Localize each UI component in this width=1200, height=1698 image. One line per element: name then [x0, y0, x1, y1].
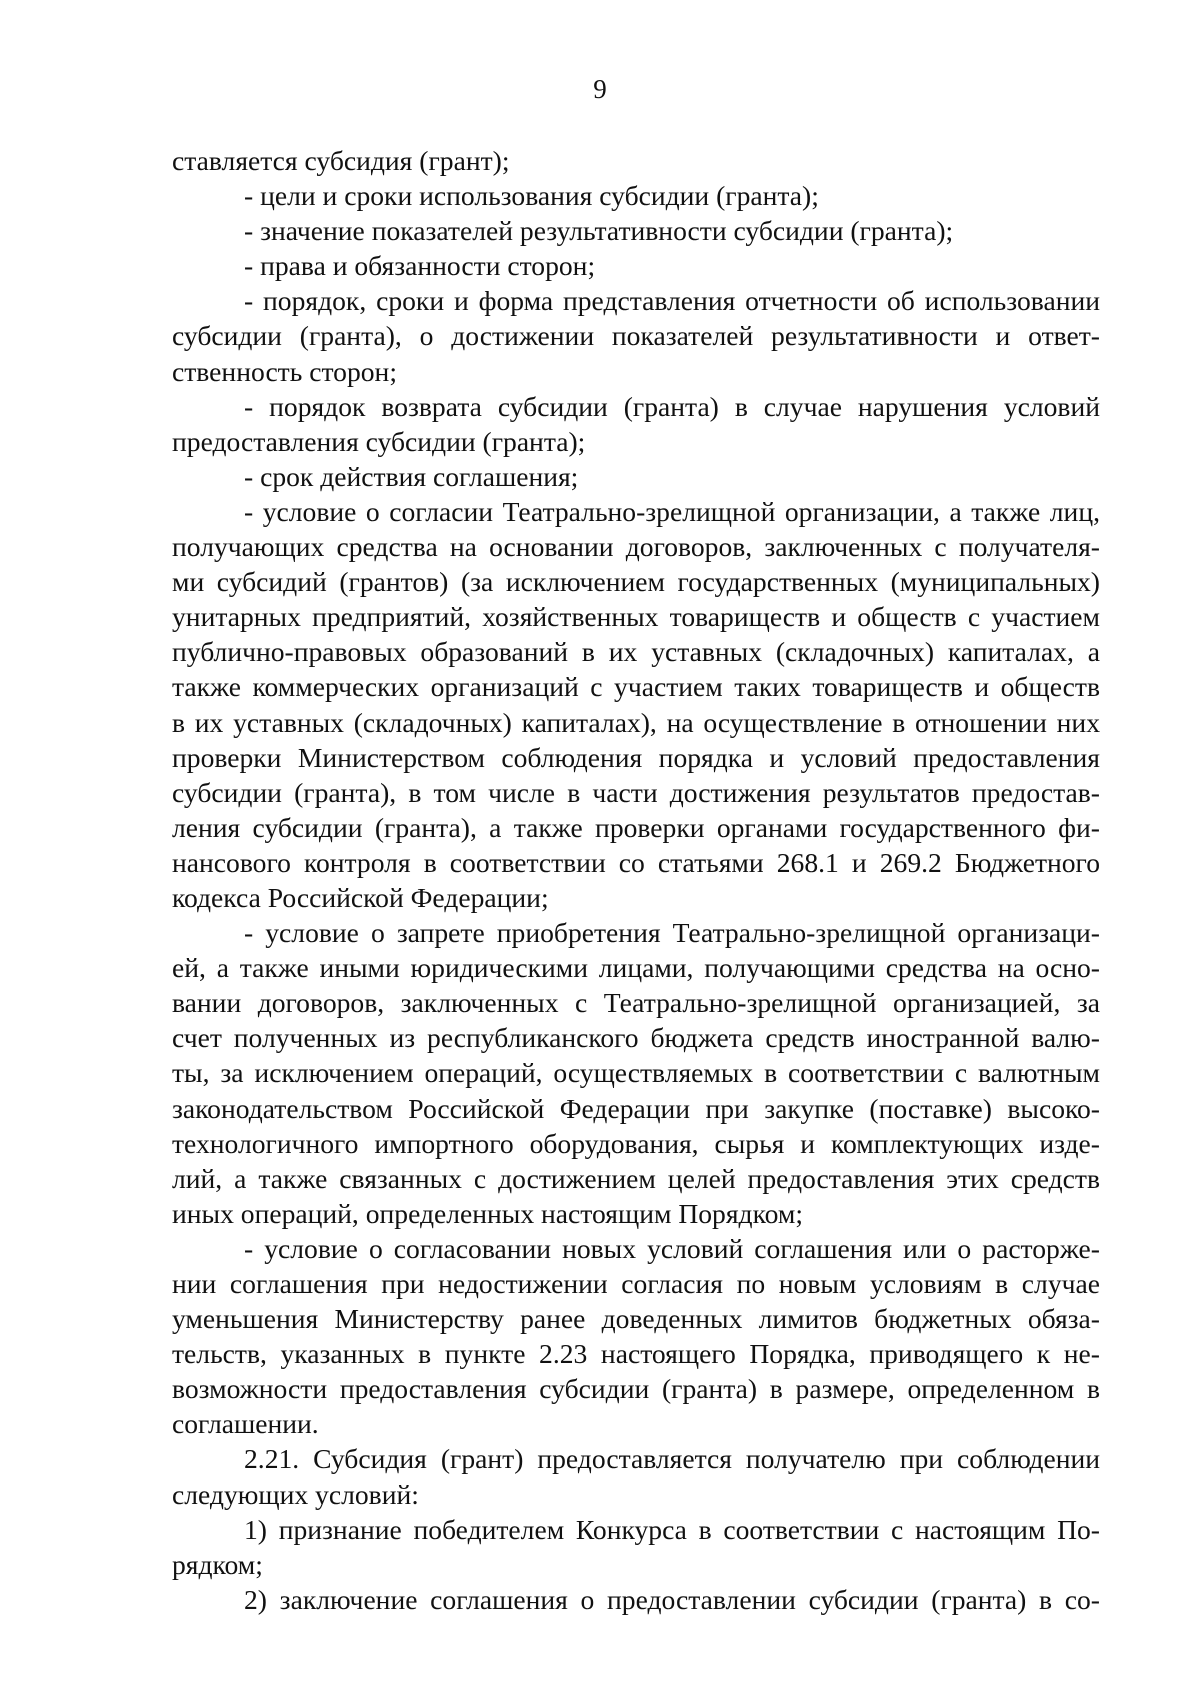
text-line: 2.21. Субсидия (грант) предоставляется получателю при соблюдении: [244, 1443, 1100, 1475]
document-body: [172, 143, 1100, 1617]
text-line: ми субсидий (грантов) (за исключением государственных (муниципальных): [172, 566, 1100, 598]
text-line: рядком;: [172, 1548, 263, 1580]
text-line: унитарных предприятий, хозяйственных товариществ и обществ с участием: [172, 601, 1100, 633]
text-line: ственность сторон;: [172, 355, 397, 387]
text-line: - срок действия соглашения;: [244, 460, 579, 492]
text-line: - условие о согласии Театрально-зрелищной организации, а также лиц,: [244, 495, 1100, 527]
text-line: нии соглашения при недостижении согласия по новым условиям в случае: [172, 1268, 1100, 1299]
text-line: предоставления субсидии (гранта);: [172, 425, 586, 457]
text-line: проверки Министерством соблюдения порядка и условий предоставления: [172, 741, 1100, 773]
text-line: ты, за исключением операций, осуществляемых в соответствии с валютным: [172, 1057, 1100, 1089]
text-line: - значение показателей результативности субсидии (гранта);: [244, 215, 954, 247]
text-line: - права и обязанности сторон;: [244, 250, 596, 282]
text-line: - цели и сроки использования субсидии (гранта);: [244, 180, 819, 212]
text-line: лий, а также связанных с достижением целей предоставления этих средств: [172, 1162, 1100, 1194]
text-line: - порядок возврата субсидии (гранта) в случае нарушения условий: [244, 390, 1100, 422]
text-line: нансового контроля в соответствии со статьями 268.1 и 269.2 Бюджетного: [172, 846, 1100, 878]
text-line: 1) признание победителем Конкурса в соответствии с настоящим По-: [244, 1513, 1100, 1545]
text-line: публично-правовых образований в их уставных (складочных) капиталах, а: [172, 636, 1100, 668]
page-number: 9: [593, 74, 607, 104]
text-line: возможности предоставления субсидии (гранта) в размере, определенном в: [172, 1373, 1100, 1405]
text-line: уменьшения Министерству ранее доведенных лимитов бюджетных обяза-: [172, 1303, 1100, 1335]
text-line: получающих средства на основании договоров, заключенных с получателя-: [172, 531, 1100, 563]
text-line: 2) заключение соглашения о предоставлении субсидии (гранта) в со-: [244, 1583, 1100, 1615]
text-line: субсидии (гранта), о достижении показателей результативности и ответ-: [172, 320, 1100, 352]
text-line: - условие о согласовании новых условий соглашения или о расторже-: [244, 1232, 1100, 1264]
text-line: тельств, указанных в пункте 2.23 настоящего Порядка, приводящего к не-: [172, 1338, 1100, 1370]
text-line: ставляется субсидия (грант);: [172, 145, 510, 176]
text-line: также коммерческих организаций с участием таких товариществ и обществ: [172, 671, 1100, 703]
text-line: технологичного импортного оборудования, сырья и комплектующих изде-: [172, 1127, 1100, 1159]
text-line: ей, а также иными юридическими лицами, получающими средства на осно-: [172, 952, 1100, 984]
text-line: следующих условий:: [172, 1478, 419, 1510]
text-line: - условие о запрете приобретения Театрально-зрелищной организаци-: [244, 917, 1100, 949]
text-line: иных операций, определенных настоящим Порядком;: [172, 1197, 803, 1229]
text-line: субсидии (гранта), в том числе в части достижения результатов предостав-: [172, 776, 1100, 808]
text-line: - порядок, сроки и форма представления отчетности об использовании: [244, 285, 1100, 317]
text-line: законодательством Российской Федерации при закупке (поставке) высоко-: [172, 1092, 1100, 1124]
text-line: ления субсидии (гранта), а также проверки органами государственного фи-: [172, 811, 1100, 843]
text-line: в их уставных (складочных) капиталах), на осуществление в отношении них: [172, 706, 1100, 738]
text-line: счет полученных из республиканского бюджета средств иностранной валю-: [172, 1022, 1100, 1054]
text-line: кодекса Российской Федерации;: [172, 881, 549, 913]
text-line: вании договоров, заключенных с Театрально-зрелищной организацией, за: [172, 987, 1100, 1019]
text-line: соглашении.: [172, 1408, 319, 1440]
